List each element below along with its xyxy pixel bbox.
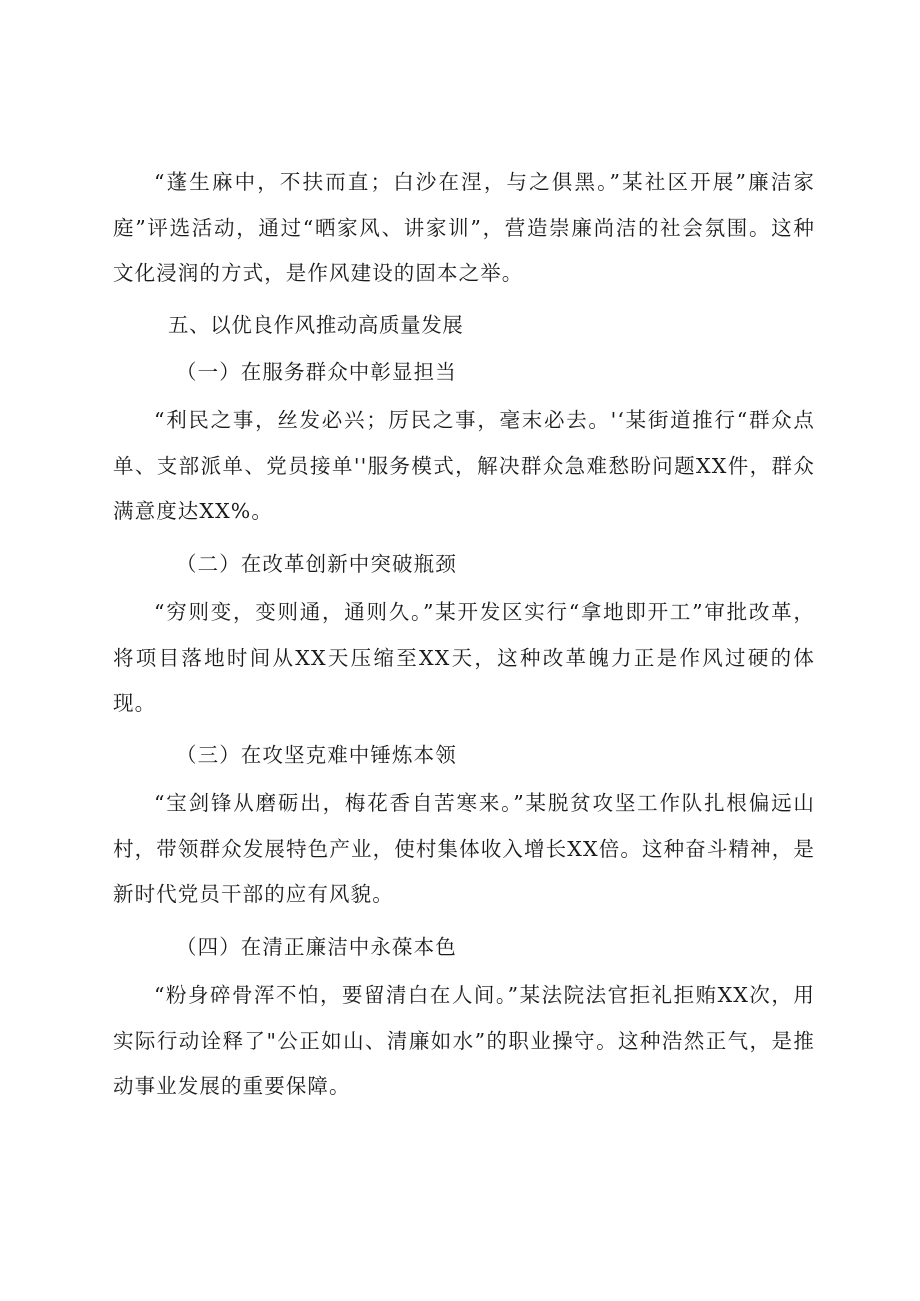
subheading-serve-masses: （一）在服务群众中彰显担当 [176,360,457,384]
paragraph-reform-innovation: “穷则变，变则通，通则久。”某开发区实行“拿地即开工”审批改革，将项目落地时间从XX天压缩至XX天，这种改革魄力正是作风过硬的体现。 [113,600,815,715]
paragraph-tackle-difficulties: “宝剑锋从磨砺出，梅花香自苦寒来。”某脱贫攻坚工作队扎根偏远山村，带领群众发展特色产业，使村集体收入增长XX倍。这种奋斗精神，是新时代党员干部的应有风貌。 [113,791,815,906]
paragraph-clean-integrity: “粉身碎骨浑不怕，要留清白在人间。”某法院法官拒礼拒贿XX次，用实际行动诠释了"公正如山、清廉如水”的职业操守。这种浩然正气，是推动事业发展的重要保障。 [113,983,815,1098]
section-heading-five: 五、以优良作风推动高质量发展 [168,313,464,337]
subheading-reform-innovation: （二）在改革创新中突破瓶颈 [176,552,457,576]
paragraph-community-integrity: “蓬生麻中，不扶而直；白沙在涅，与之俱黑。”某社区开展”廉洁家庭”评选活动，通过“晒家风、讲家训”，营造崇廉尚洁的社会氛围。这种文化浸润的方式，是作风建设的固本之举。 [113,170,815,285]
subheading-clean-integrity: （四）在清正廉洁中永葆本色 [176,935,457,959]
paragraph-serve-masses: “利民之事，丝发必兴；厉民之事，毫末必去。'‘某街道推行“群众点单、支部派单、党员接单''服务模式，解决群众急难愁盼问题XX件，群众满意度达XX%。 [113,408,815,523]
subheading-tackle-difficulties: （三）在攻坚克难中锤炼本领 [176,743,457,767]
